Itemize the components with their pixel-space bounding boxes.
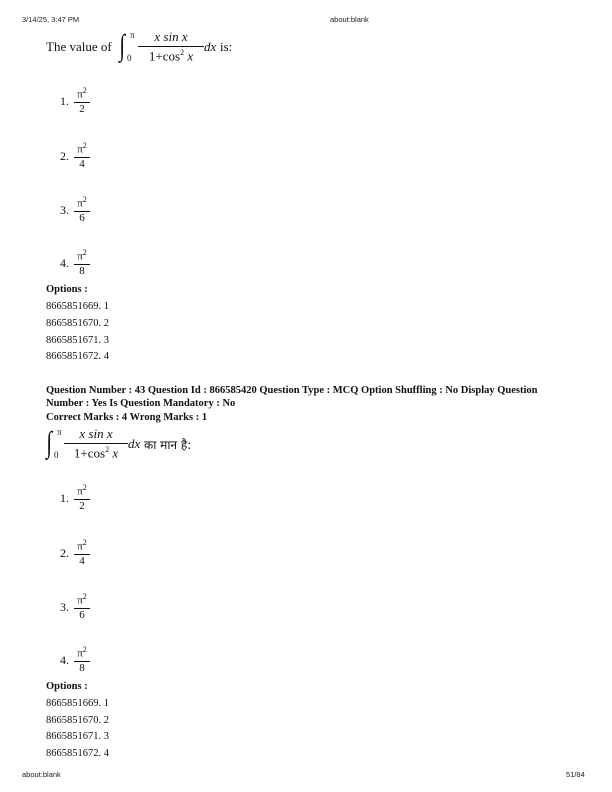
q1-option-id-1: 8665851669. 1 [46, 301, 109, 312]
print-datetime: 3/14/25, 3:47 PM [22, 15, 80, 24]
q2-option-4-num: 4. [60, 653, 69, 667]
q1-option-3-num: 3. [60, 203, 69, 217]
q1-option-1-num: 1. [60, 94, 69, 108]
q2-meta-line-2: Number : Yes Is Question Mandatory : No [46, 398, 236, 409]
q2-option-2-num: 2. [60, 546, 69, 560]
q1-option-3: $\frac{\pi^2}{6}$ [74, 193, 90, 225]
q1-option-id-4: 8665851672. 4 [46, 351, 109, 362]
q1-option-2-num: 2. [60, 149, 69, 163]
q2-meta-line-1: Question Number : 43 Question Id : 866585420 Question Type : MCQ Option Shuffling : No Display Question [46, 385, 538, 396]
integral-sign: ∫ [46, 426, 52, 459]
q1-option-4: $\frac{\pi^2}{8}$ [74, 246, 90, 278]
q1-lower-limit: 0 [127, 53, 132, 63]
print-title: about:blank [330, 15, 369, 24]
q1-option-4-num: 4. [60, 256, 69, 270]
q2-lower-limit: 0 [54, 450, 59, 460]
q2-option-1: $\frac{\pi^2}{2}$ [74, 481, 90, 513]
q1-option-2: $\frac{\pi^2}{4}$ [74, 139, 90, 171]
q1-integrand [138, 29, 204, 64]
q1-option-id-2: 8665851670. 2 [46, 318, 109, 329]
page-number: 51/84 [566, 770, 585, 779]
q2-option-id-4: 8665851672. 4 [46, 748, 109, 759]
q1-options-label: Options : [46, 284, 88, 295]
q1-option-1: $\frac{\pi^2}{2}$ [74, 84, 90, 116]
q2-options-label: Options : [46, 681, 88, 692]
q2-upper-limit: π [57, 427, 62, 437]
q2-option-id-1: 8665851669. 1 [46, 698, 109, 709]
q1-numerator: x sin x [138, 29, 204, 47]
q2-option-id-2: 8665851670. 2 [46, 715, 109, 726]
q2-marks: Correct Marks : 4 Wrong Marks : 1 [46, 412, 208, 423]
q1-prefix: The value of [46, 39, 112, 54]
q1-upper-limit: π [130, 30, 135, 40]
q2-option-3-num: 3. [60, 600, 69, 614]
integral-sign: ∫ [119, 29, 125, 62]
q1-dx: dx [204, 39, 217, 54]
q1-denominator: $1+\cos^2$ x [148, 48, 194, 64]
q1-option-id-3: 8665851671. 3 [46, 335, 109, 346]
q2-option-id-3: 8665851671. 3 [46, 731, 109, 742]
q2-dx: dx [128, 436, 141, 451]
q2-option-3: $\frac{\pi^2}{6}$ [74, 590, 90, 622]
q2-option-2: $\frac{\pi^2}{4}$ [74, 536, 90, 568]
q2-option-4: $\frac{\pi^2}{8}$ [74, 643, 90, 675]
q2-numerator: x sin x [64, 426, 128, 444]
q2-hindi-text: का मान है: [144, 438, 192, 452]
q1-suffix: is: [220, 39, 233, 54]
q2-denominator: $1+\cos^2$ x [73, 445, 119, 461]
q2-option-1-num: 1. [60, 491, 69, 505]
q2-integrand [64, 426, 128, 461]
print-footer-url: about:blank [22, 770, 61, 779]
